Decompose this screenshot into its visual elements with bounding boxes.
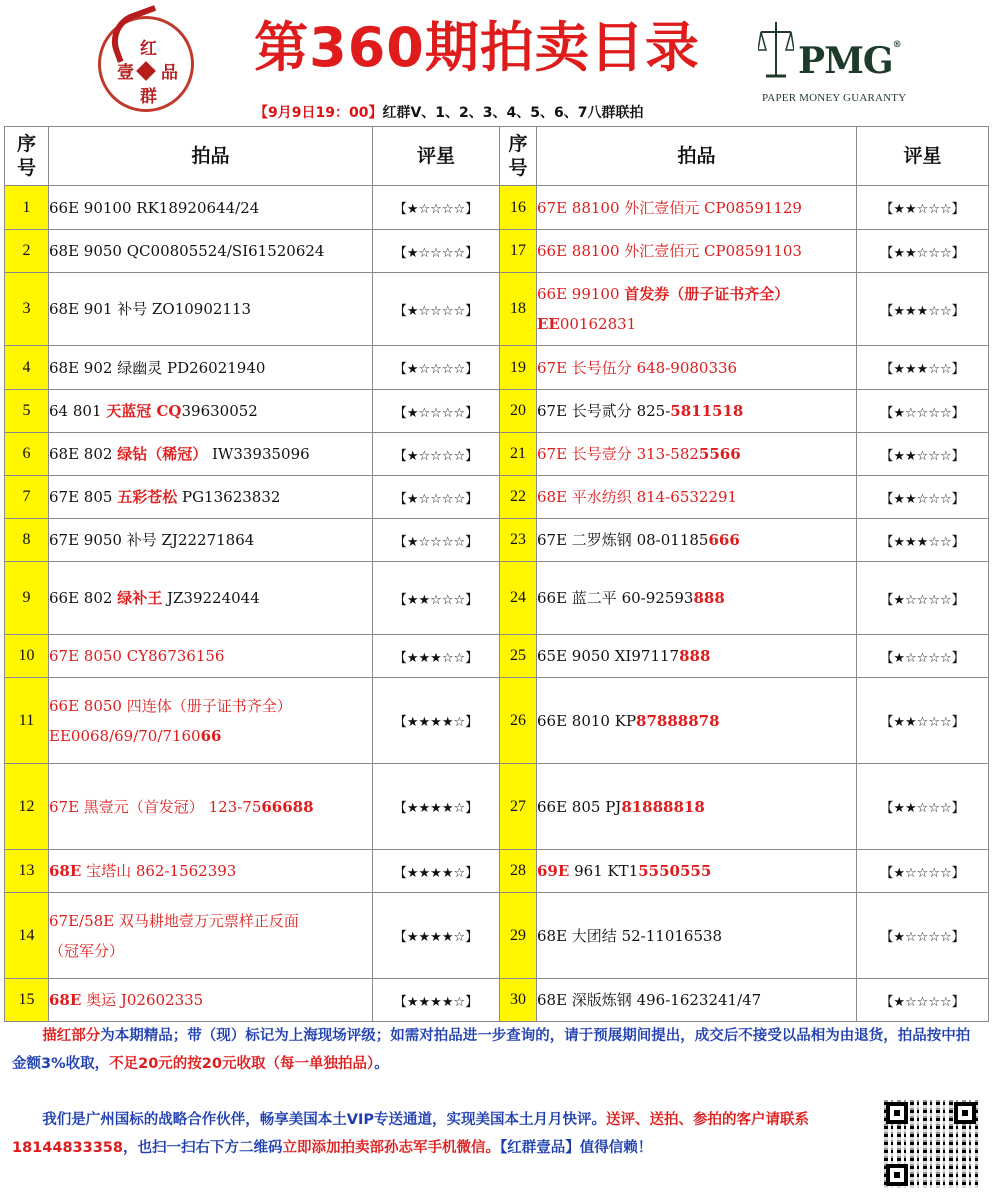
lot-description: 67E 黑壹元（首发冠） 123-7566688 [49, 764, 373, 850]
lot-number: 1 [5, 186, 49, 230]
lot-rating: 【★★☆☆☆】 [857, 678, 989, 764]
lot-rating: 【★★☆☆☆】 [857, 476, 989, 519]
diamond-icon [136, 61, 156, 81]
table-row [5, 850, 989, 893]
lot-number: 4 [5, 346, 49, 390]
catalog-header [0, 0, 992, 125]
lot-number: 10 [5, 635, 49, 678]
table-row [5, 893, 989, 979]
lot-number: 24 [500, 562, 537, 635]
lot-description: 65E 9050 XI97117888 [537, 635, 857, 678]
lot-number: 11 [5, 678, 49, 764]
table-row [5, 979, 989, 1022]
auction-subtitle [254, 102, 643, 122]
lot-description: 64 801 天蓝冠 CQ39630052 [49, 390, 373, 433]
table-row [5, 635, 989, 678]
col-header-star: 评星 [373, 127, 500, 186]
lot-rating: 【★★☆☆☆】 [373, 562, 500, 635]
logo-char: 群 [140, 87, 157, 107]
lot-number: 12 [5, 764, 49, 850]
table-row [5, 764, 989, 850]
lot-rating: 【★★☆☆☆】 [857, 230, 989, 273]
logo-char: 壹 [117, 63, 134, 83]
col-header-item: 拍品 [537, 127, 857, 186]
lot-number: 16 [500, 186, 537, 230]
table-row [5, 678, 989, 764]
lot-number: 27 [500, 764, 537, 850]
lot-rating: 【★☆☆☆☆】 [857, 390, 989, 433]
lot-description: 67E 9050 补号 ZJ22271864 [49, 519, 373, 562]
table-header-row [5, 127, 989, 186]
lot-rating: 【★★☆☆☆】 [857, 433, 989, 476]
lot-description: 68E 9050 QC00805524/SI61520624 [49, 230, 373, 273]
auction-date: 【9月9日19：00】 [254, 105, 383, 121]
pmg-tagline: PAPER MONEY GUARANTY [762, 92, 907, 104]
table-row [5, 433, 989, 476]
lot-rating: 【★☆☆☆☆】 [373, 186, 500, 230]
logo-char: 红 [140, 39, 157, 59]
lot-description: 67E 长号贰分 825-5811518 [537, 390, 857, 433]
lot-description: 67E 88100 外汇壹佰元 CP08591129 [537, 186, 857, 230]
col-header-num: 序 号 [5, 127, 49, 186]
note-terms: 描红部分为本期精品；带（现）标记为上海现场评级；如需对拍品进一步查询的，请于预展期间提出，成交后不接受以品相为由退货，拍品按中拍金额3%收取，不足20元的按20元收取（每一单独拍品）。 [12, 1028, 971, 1072]
lot-number: 17 [500, 230, 537, 273]
lot-rating: 【★★★★☆】 [373, 893, 500, 979]
lot-rating: 【★☆☆☆☆】 [857, 893, 989, 979]
lot-description: 67E 8050 CY86736156 [49, 635, 373, 678]
lot-description: 67E/58E 双马耕地壹万元票样正反面 （冠军分） [49, 893, 373, 979]
lot-description: 68E 宝塔山 862-1562393 [49, 850, 373, 893]
lot-rating: 【★★★★☆】 [373, 850, 500, 893]
lot-description: 68E 深版炼钢 496-1623241/47 [537, 979, 857, 1022]
lot-rating: 【★★★★☆】 [373, 979, 500, 1022]
lot-number: 5 [5, 390, 49, 433]
table-row [5, 346, 989, 390]
lot-rating: 【★★★★☆】 [373, 678, 500, 764]
lot-number: 25 [500, 635, 537, 678]
lot-rating: 【★★☆☆☆】 [857, 186, 989, 230]
lot-description: 66E 805 PJ81888818 [537, 764, 857, 850]
table-row [5, 390, 989, 433]
lot-number: 30 [500, 979, 537, 1022]
lot-number: 9 [5, 562, 49, 635]
lot-description: 69E 961 KT15550555 [537, 850, 857, 893]
lot-number: 2 [5, 230, 49, 273]
lot-rating: 【★☆☆☆☆】 [857, 979, 989, 1022]
note-contact: 我们是广州国标的战略合作伙伴，畅享美国本土VIP专送通道，实现美国本土月月快评。送评、送拍、参拍的客户请联系18144833358，也扫一扫右下方二维码立即添加拍卖部孙志军手机微信。【红群壹品】值得信赖！ [12, 1112, 810, 1156]
lot-description: 66E 8010 KP87888878 [537, 678, 857, 764]
lot-number: 18 [500, 273, 537, 346]
lot-number: 7 [5, 476, 49, 519]
lot-description: 67E 二罗炼钢 08-01185666 [537, 519, 857, 562]
table-row [5, 186, 989, 230]
lot-description: 68E 奥运 J02602335 [49, 979, 373, 1022]
lot-rating: 【★★★☆☆】 [857, 346, 989, 390]
scale-icon [758, 18, 794, 80]
table-row [5, 476, 989, 519]
lot-rating: 【★☆☆☆☆】 [373, 519, 500, 562]
lot-number: 26 [500, 678, 537, 764]
lot-number: 8 [5, 519, 49, 562]
lot-description: 66E 8050 四连体（册子证书齐全） EE0068/69/70/716066 [49, 678, 373, 764]
lot-rating: 【★☆☆☆☆】 [857, 850, 989, 893]
lot-description: 67E 805 五彩苍松 PG13623832 [49, 476, 373, 519]
page-title: 第360期拍卖目录 [254, 16, 700, 79]
lot-number: 20 [500, 390, 537, 433]
lot-number: 19 [500, 346, 537, 390]
table-row [5, 273, 989, 346]
lot-rating: 【★★★★☆】 [373, 764, 500, 850]
col-header-num: 序 号 [500, 127, 537, 186]
lot-description: 66E 88100 外汇壹佰元 CP08591103 [537, 230, 857, 273]
lot-description: 67E 长号壹分 313-5825566 [537, 433, 857, 476]
dragon-icon [103, 5, 168, 63]
table-row [5, 519, 989, 562]
col-header-star: 评星 [857, 127, 989, 186]
lot-description: 66E 90100 RK18920644/24 [49, 186, 373, 230]
lot-rating: 【★☆☆☆☆】 [373, 390, 500, 433]
lot-number: 29 [500, 893, 537, 979]
lot-rating: 【★☆☆☆☆】 [373, 273, 500, 346]
col-header-item: 拍品 [49, 127, 373, 186]
lot-description: 66E 蓝二平 60-92593888 [537, 562, 857, 635]
lot-description: 68E 902 绿幽灵 PD26021940 [49, 346, 373, 390]
lot-description: 68E 802 绿钻（稀冠） IW33935096 [49, 433, 373, 476]
qr-code[interactable] [884, 1100, 978, 1188]
catalog-body [5, 186, 989, 1022]
lot-rating: 【★☆☆☆☆】 [857, 562, 989, 635]
auction-groups: 红群V、1、2、3、4、5、6、7八群联拍 [382, 105, 644, 121]
lot-number: 6 [5, 433, 49, 476]
lot-number: 3 [5, 273, 49, 346]
lot-number: 14 [5, 893, 49, 979]
lot-number: 22 [500, 476, 537, 519]
lot-rating: 【★☆☆☆☆】 [373, 433, 500, 476]
table-row [5, 230, 989, 273]
lot-description: 67E 长号伍分 648-9080336 [537, 346, 857, 390]
lot-rating: 【★★★☆☆】 [857, 273, 989, 346]
lot-number: 28 [500, 850, 537, 893]
lot-rating: 【★☆☆☆☆】 [857, 635, 989, 678]
lot-description: 66E 99100 首发券（册子证书齐全） EE00162831 [537, 273, 857, 346]
table-row [5, 562, 989, 635]
lot-rating: 【★★★☆☆】 [373, 635, 500, 678]
lot-description: 66E 802 绿补王 JZ39224044 [49, 562, 373, 635]
lot-description: 68E 901 补号 ZO10902113 [49, 273, 373, 346]
auction-notes [12, 1022, 984, 1162]
lot-description: 68E 平水纺织 814-6532291 [537, 476, 857, 519]
lot-number: 23 [500, 519, 537, 562]
logo-char: 品 [161, 63, 178, 83]
lot-number: 13 [5, 850, 49, 893]
lot-rating: 【★★★☆☆】 [857, 519, 989, 562]
lot-rating: 【★☆☆☆☆】 [373, 346, 500, 390]
lot-number: 15 [5, 979, 49, 1022]
pmg-wordmark: PMG® [798, 40, 901, 82]
lot-rating: 【★☆☆☆☆】 [373, 476, 500, 519]
catalog-table [4, 126, 989, 1022]
lot-rating: 【★☆☆☆☆】 [373, 230, 500, 273]
lot-description: 68E 大团结 52-11016538 [537, 893, 857, 979]
lot-number: 21 [500, 433, 537, 476]
lot-rating: 【★★☆☆☆】 [857, 764, 989, 850]
pmg-logo [758, 18, 907, 110]
hongqun-logo [98, 16, 194, 112]
